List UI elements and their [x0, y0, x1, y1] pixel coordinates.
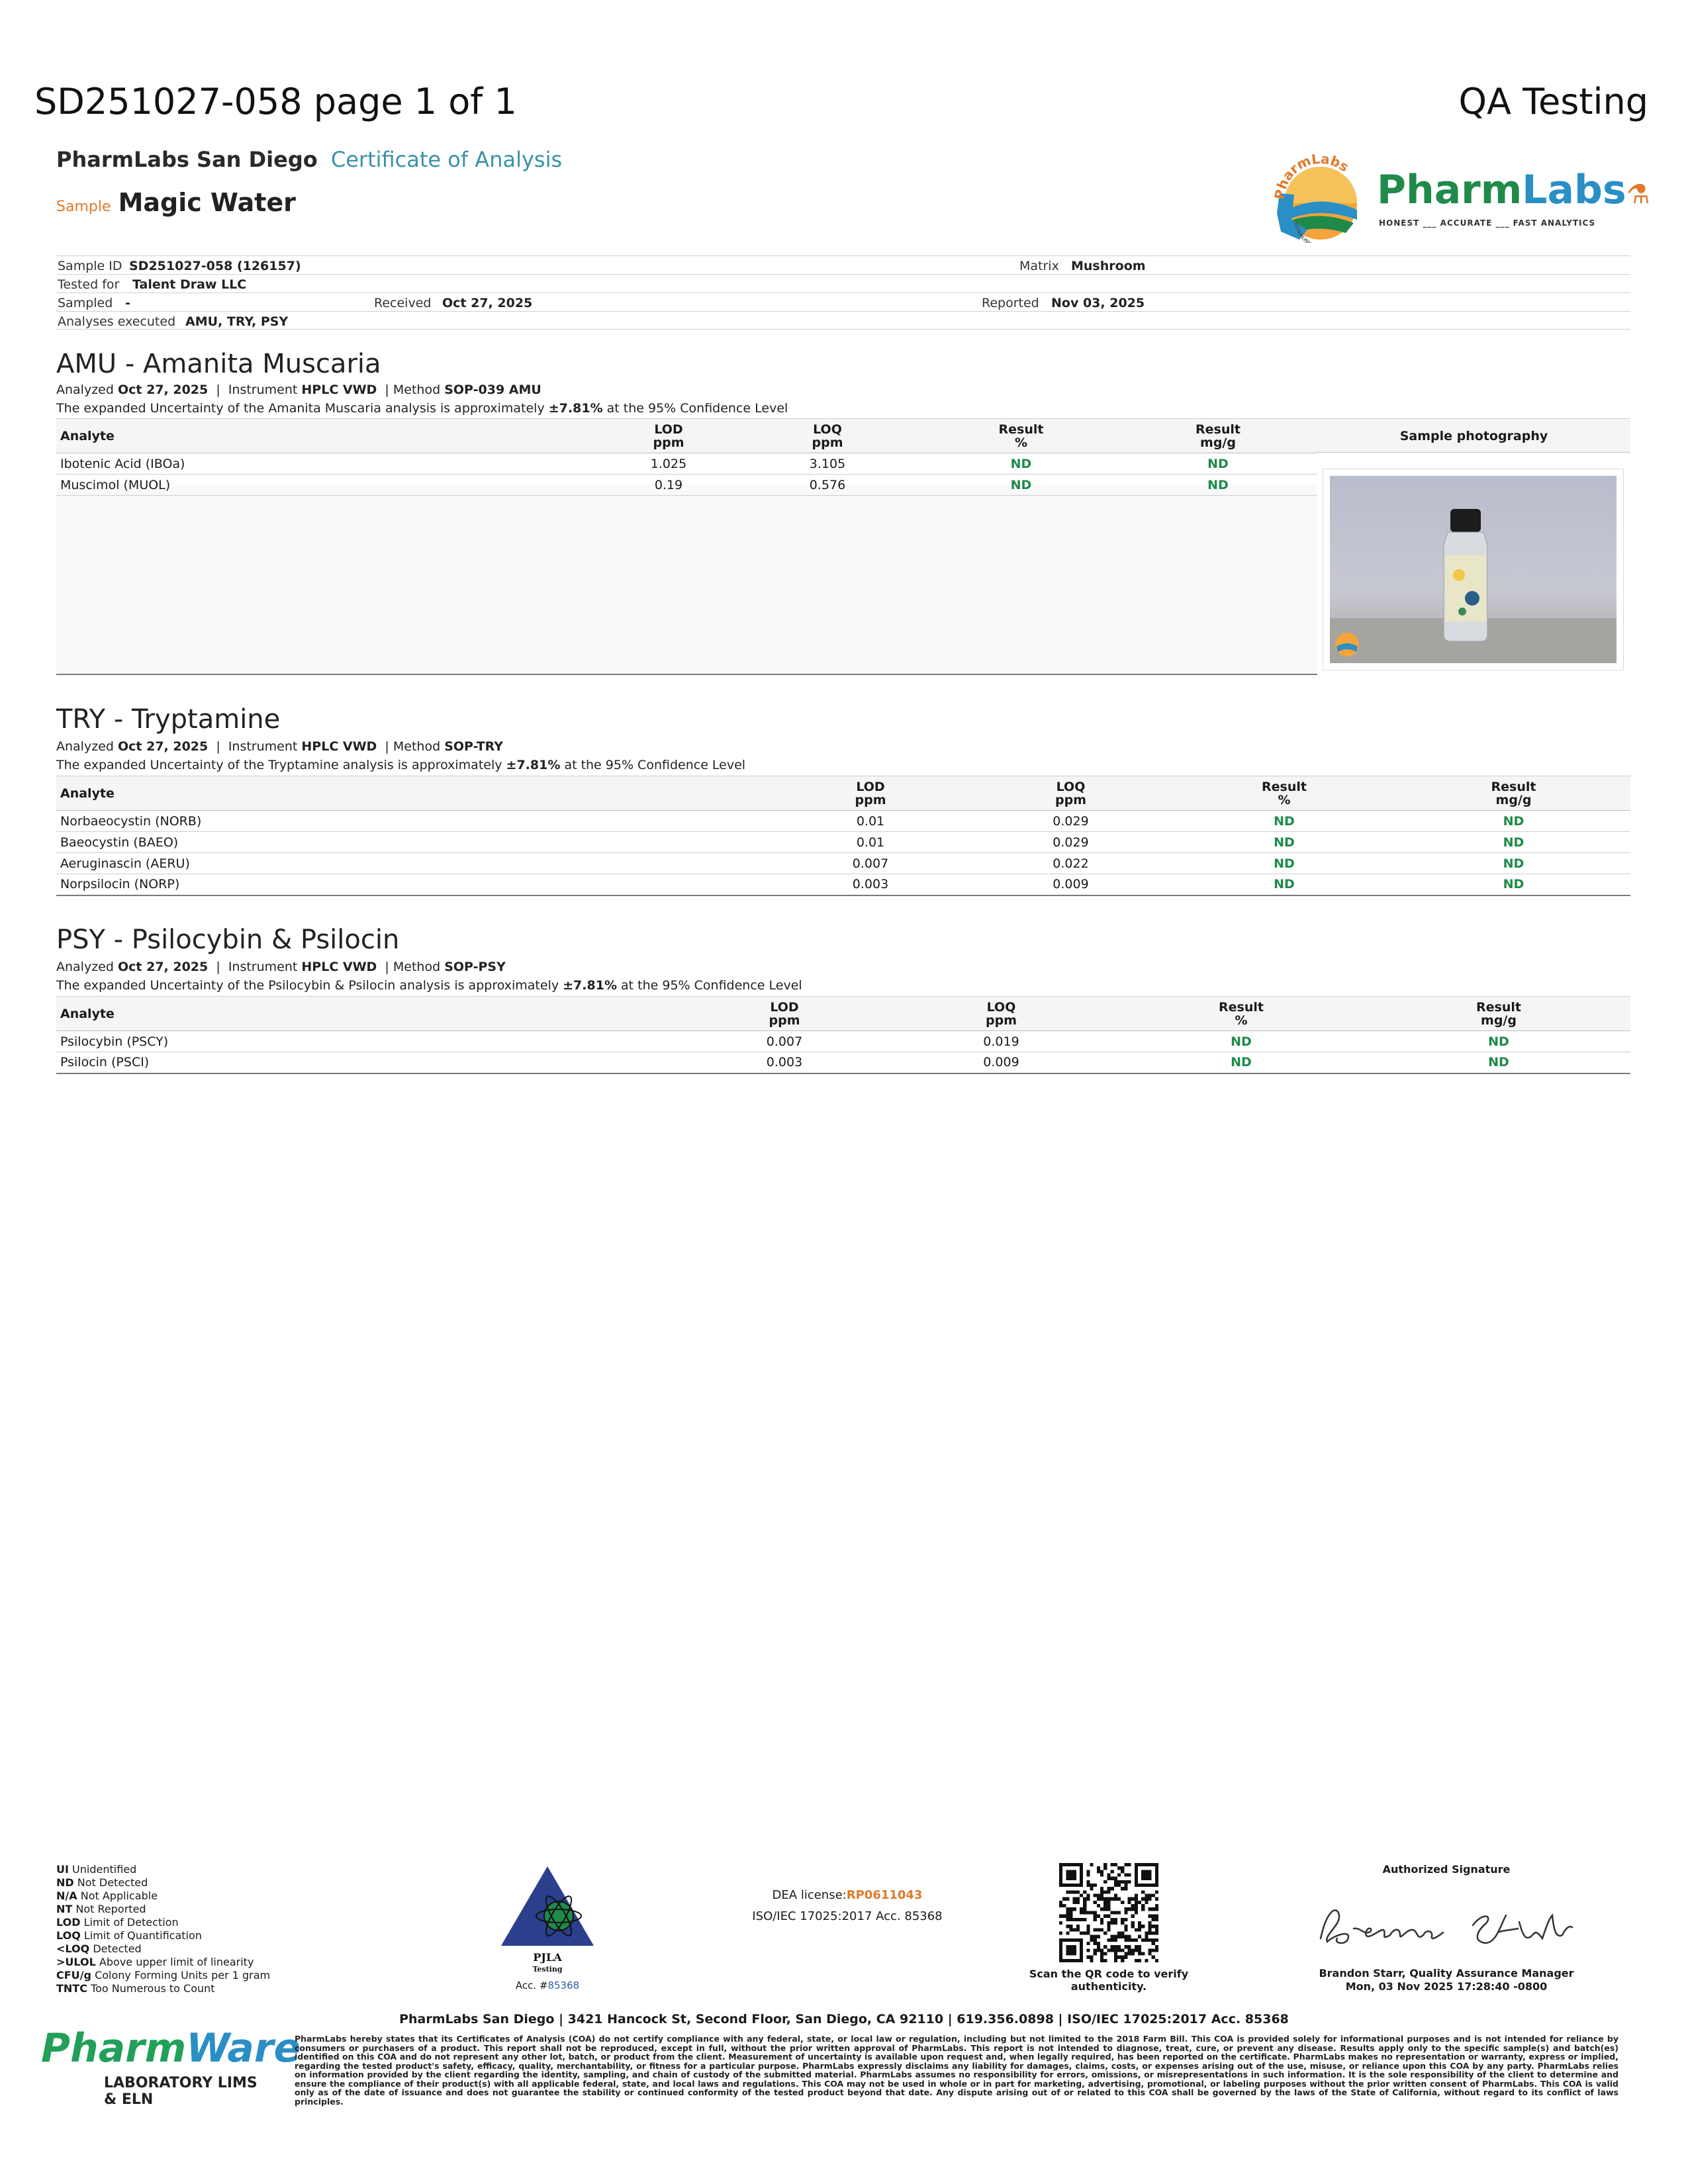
- document-title: SD251027-058 page 1 of 1: [34, 81, 517, 122]
- amu-section-title: AMU - Amanita Muscaria: [56, 349, 381, 379]
- lab-name: PharmLabs San Diego: [56, 147, 318, 172]
- legend-item: CFU/g Colony Forming Units per 1 gram: [56, 1969, 271, 1981]
- sample-id-value: SD251027-058 (126157): [129, 259, 301, 273]
- tested-for-value: Talent Draw LLC: [132, 277, 247, 292]
- info-row-sample-id: Sample ID SD251027-058 (126157) Matrix Mushroom: [56, 255, 1630, 274]
- psy-analysis-meta: Analyzed Oct 27, 2025 | Instrument HPLC VWD | Method SOP-PSY: [56, 960, 506, 974]
- amu-table-area: [56, 484, 1317, 675]
- analyses-value: AMU, TRY, PSY: [185, 314, 289, 329]
- pjla-accreditation: [498, 1863, 597, 1995]
- sample-heading: [56, 188, 296, 217]
- signatory: Brandon Starr, Quality Assurance Manager Mon, 03 Nov 2025 17:28:40 -0800: [1319, 1967, 1574, 1993]
- pharmlabs-logo: [1268, 147, 1650, 243]
- col-lod: LOD ppm: [682, 997, 887, 1031]
- legend-item: N/A Not Applicable: [56, 1889, 158, 1902]
- logo-tagline: HONEST ___ ACCURATE ___ FAST ANALYTICS: [1379, 218, 1596, 228]
- sample-photo: [1323, 469, 1624, 670]
- col-result-mgg: Result mg/g: [1119, 419, 1317, 453]
- try-section-title: TRY - Tryptamine: [56, 704, 281, 735]
- svg-text:Testing: Testing: [532, 1965, 563, 1974]
- iso-accreditation: ISO/IEC 17025:2017 Acc. 85368: [752, 1909, 943, 1923]
- legend-item: UI Unidentified: [56, 1863, 137, 1876]
- legend-item: TNTC Too Numerous to Count: [56, 1982, 215, 1995]
- table-row: Muscimol (MUOL) 0.19 0.576 ND ND: [56, 475, 1317, 496]
- pjla-accreditation-number: Acc. #85368: [515, 1979, 580, 1991]
- col-loq: LOQ ppm: [887, 997, 1115, 1031]
- authorized-signature-block: [1294, 1863, 1599, 1993]
- legal-disclaimer: PharmLabs hereby states that its Certificates of Analysis (COA) do not certify compliance with any federal, state, or local law or regulation, including but not limited to the 2018 Farm Bill. This COA is provided solely for informational purposes and is not intended for reliance by consumers or purchasers of a product. This report shall not be reproduced, except in full, without the prior written approval of PharmLabs. This report is not intended to diagnose, treat, cure, or prevent any disease. Results apply only to the specific sample(s) and batch(es) identified on this COA and do not represent any other lot, batch, or product from the client. Measurement of uncertainty is available upon request and, when legally required, has been reported on the certificate. PharmLabs makes no representation or warranty, express or implied, regarding the tested product's safety, efficacy, quality, merchantability, or fitness for a particular purpose. PharmLabs expressly disclaims any liability for damages, claims, costs, or expenses arising out of the use, misuse, or reliance upon this COA by any party. PharmLabs relies on information provided by the client regarding the identity, sampling, and chain of custody of the submitted material. PharmLabs assumes no responsibility for errors, omissions, or misrepresentations in such information. It is the sole responsibility of the client to determine and ensure the compliance of their product(s) with all applicable federal, state, and local laws and regulations. This COA may not be used in whole or in part for marketing, advertising, promotional, or labeling purposes without the prior written consent of PharmLabs. This COA is valid only as of the date of issuance and does not guarantee the stability or continued conformity of the tested product beyond that date. Any dispute arising out of or related to this COA shall be governed by the laws of the State of California, without regard to its conflict of laws principles.: [295, 2034, 1618, 2107]
- footer-address: PharmLabs San Diego | 3421 Hancock St, Second Floor, San Diego, CA 92110 | 619.356.0898 | ISO/IEC 17025:2017 Acc. 85368: [399, 2012, 1289, 2026]
- legend-item: <LOQ Detected: [56, 1942, 142, 1955]
- qr-caption: Scan the QR code to verify authenticity.: [1029, 1968, 1189, 1993]
- table-row: Psilocybin (PSCY) 0.007 0.019 ND ND: [56, 1031, 1630, 1052]
- signature-title: Authorized Signature: [1382, 1863, 1511, 1876]
- legend-item: >ULOL Above upper limit of linearity: [56, 1956, 254, 1968]
- coa-label: Certificate of Analysis: [330, 147, 563, 172]
- sample-photography-label: Sample photography: [1317, 418, 1630, 453]
- info-row-dates: Sampled - Received Oct 27, 2025 Reported Nov 03, 2025: [56, 293, 1630, 311]
- col-result-percent: Result %: [923, 419, 1119, 453]
- matrix-value: Mushroom: [1071, 259, 1146, 273]
- info-row-tested-for: Tested for Talent Draw LLC: [56, 274, 1630, 293]
- svg-text:PharmLabs: PharmLabs: [1271, 150, 1352, 201]
- psy-uncertainty: The expanded Uncertainty of the Psilocybin & Psilocin analysis is approximately ±7.81% at the 95% Confidence Level: [56, 978, 802, 993]
- pharmware-wordmark: PharmWare: [41, 2025, 301, 2071]
- sample-bottle-photo-icon: [1330, 476, 1617, 663]
- verification-qr[interactable]: [996, 1863, 1221, 1993]
- qa-testing-label: QA Testing: [1458, 81, 1648, 122]
- amu-uncertainty: The expanded Uncertainty of the Amanita Muscaria analysis is approximately ±7.81% at the 95% Confidence Level: [56, 401, 788, 416]
- col-analyte: Analyte: [56, 419, 606, 453]
- legend-item: NT Not Reported: [56, 1903, 146, 1915]
- svg-text:ESTABLISHED 2010: ESTABLIS: [1292, 222, 1310, 243]
- table-row: Norbaeocystin (NORB) 0.01 0.029 ND ND: [56, 811, 1630, 832]
- svg-text:PJLA: PJLA: [533, 1951, 562, 1964]
- pjla-logo-icon: [498, 1863, 597, 1976]
- pharmware-logo: [41, 2025, 301, 2108]
- col-result-percent: Result %: [1172, 776, 1397, 811]
- handwritten-signature-icon: [1307, 1889, 1585, 1962]
- col-loq: LOQ ppm: [731, 419, 923, 453]
- col-analyte: Analyte: [56, 776, 771, 811]
- table-row: Aeruginascin (AERU) 0.007 0.022 ND ND: [56, 853, 1630, 874]
- table-row: Norpsilocin (NORP) 0.003 0.009 ND ND: [56, 874, 1630, 895]
- sample-label: Sample: [56, 199, 111, 215]
- flask-icon: ⚗: [1626, 179, 1650, 210]
- amu-analysis-meta: Analyzed Oct 27, 2025 | Instrument HPLC VWD | Method SOP-039 AMU: [56, 383, 541, 397]
- table-row: Psilocin (PSCI) 0.003 0.009 ND ND: [56, 1052, 1630, 1073]
- qr-code-icon[interactable]: [1059, 1863, 1158, 1962]
- dea-license-number: RP0611043: [846, 1888, 923, 1902]
- col-result-percent: Result %: [1115, 997, 1367, 1031]
- sample-name: Magic Water: [118, 188, 296, 217]
- col-result-mgg: Result mg/g: [1367, 997, 1630, 1031]
- sample-info: [56, 255, 1630, 330]
- sampled-value: -: [125, 296, 130, 310]
- try-uncertainty: The expanded Uncertainty of the Tryptamine analysis is approximately ±7.81% at the 95% Confidence Level: [56, 758, 746, 772]
- abbreviation-legend: [56, 1863, 270, 1995]
- col-lod: LOD ppm: [606, 419, 731, 453]
- info-row-analyses: Analyses executed AMU, TRY, PSY: [56, 311, 1630, 330]
- received-value: Oct 27, 2025: [442, 296, 533, 310]
- try-results-table: [56, 776, 1630, 896]
- dea-license-block: DEA license:RP0611043 ISO/IEC 17025:2017 Acc. 85368: [715, 1885, 980, 1927]
- amu-results-table: [56, 418, 1317, 496]
- legend-item: LOQ Limit of Quantification: [56, 1929, 202, 1942]
- pharmlabs-wordmark: PharmLabs⚗: [1377, 167, 1650, 213]
- legend-item: LOD Limit of Detection: [56, 1916, 179, 1929]
- table-row: Ibotenic Acid (IBOa) 1.025 3.105 ND ND: [56, 453, 1317, 475]
- psy-results-table: [56, 996, 1630, 1074]
- try-analysis-meta: Analyzed Oct 27, 2025 | Instrument HPLC VWD | Method SOP-TRY: [56, 739, 504, 754]
- col-lod: LOD ppm: [771, 776, 970, 811]
- col-loq: LOQ ppm: [970, 776, 1172, 811]
- legend-item: ND Not Detected: [56, 1876, 148, 1889]
- pharmlabs-emblem-icon: [1268, 147, 1374, 243]
- reported-value: Nov 03, 2025: [1051, 296, 1145, 310]
- col-analyte: Analyte: [56, 997, 682, 1031]
- col-result-mgg: Result mg/g: [1397, 776, 1630, 811]
- psy-section-title: PSY - Psilocybin & Psilocin: [56, 925, 400, 955]
- table-row: Baeocystin (BAEO) 0.01 0.029 ND ND: [56, 832, 1630, 853]
- lab-heading: [56, 147, 562, 172]
- pharmware-subtitle: LABORATORY LIMS & ELN: [104, 2075, 258, 2108]
